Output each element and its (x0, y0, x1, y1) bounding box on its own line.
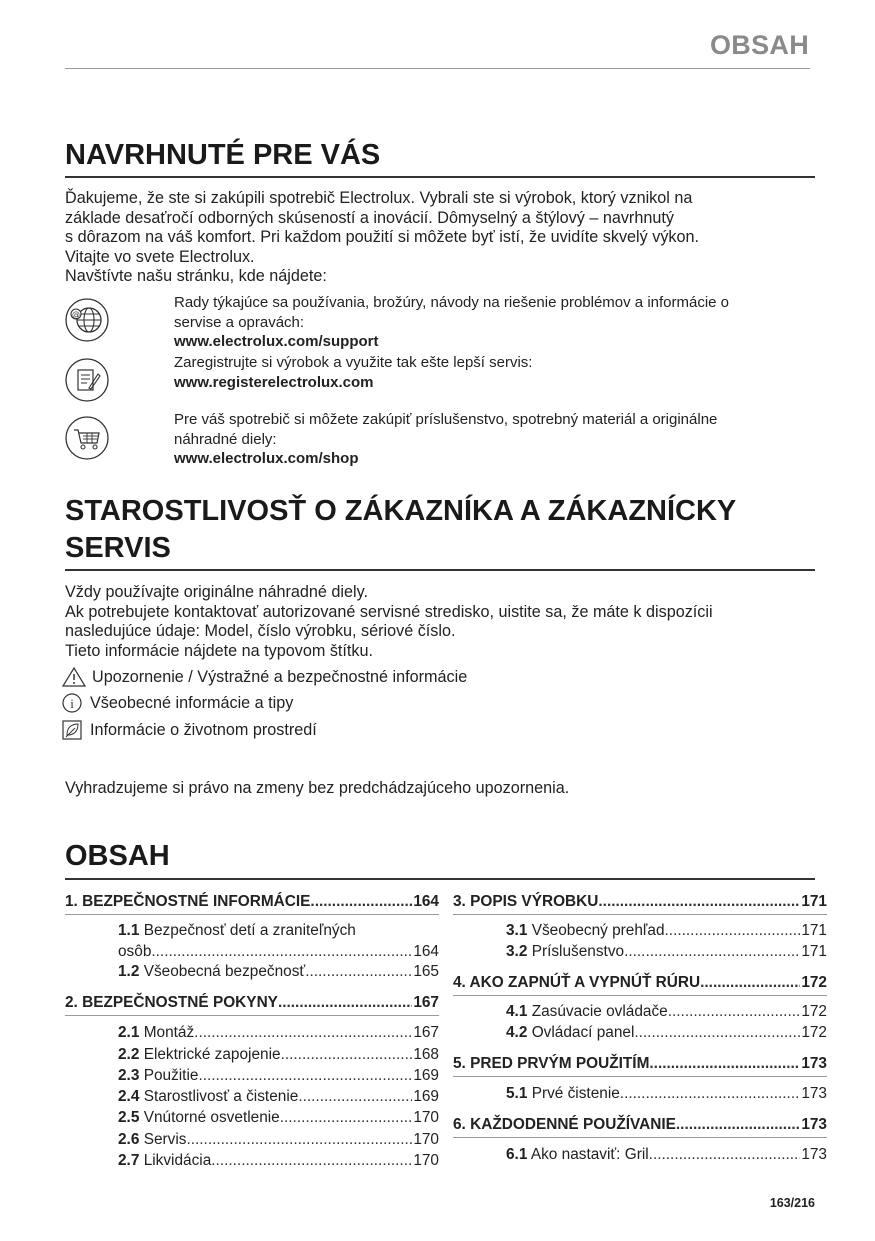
service-line: Rady týkajúce sa používania, brožúry, návody na riešenie problémov a informácie o (174, 294, 730, 311)
toc-chapter[interactable] (453, 974, 827, 992)
care-line: Vždy používajte originálne náhradné diely. (65, 583, 368, 601)
page-header-title: OBSAH (709, 30, 809, 60)
toc-rule (65, 1015, 439, 1016)
toc-item-number: 3.1 (506, 922, 528, 939)
toc-chapter-label: 1. BEZPEČNOSTNÉ INFORMÁCIE (65, 893, 311, 910)
shop-link[interactable]: www.electrolux.com/shop (174, 450, 359, 468)
toc-page: 173 (801, 1116, 827, 1133)
toc-leader (194, 1024, 412, 1042)
toc-item-number: 4.2 (506, 1024, 528, 1041)
toc-page: 171 (801, 922, 827, 939)
note-environment (62, 720, 317, 740)
warning-triangle-icon (62, 667, 86, 687)
toc-item-label: Všeobecný prehľad (531, 922, 665, 939)
toc-item[interactable] (118, 943, 439, 961)
toc-chapter[interactable] (453, 1116, 827, 1134)
toc-page: 170 (413, 1152, 439, 1169)
toc-leader (620, 1085, 801, 1103)
toc-leader (676, 1116, 800, 1134)
toc-item[interactable] (118, 1067, 439, 1085)
toc-page: 172 (801, 1024, 827, 1041)
register-notepad-icon (65, 358, 109, 402)
toc-page: 170 (413, 1131, 439, 1148)
toc-chapter[interactable] (65, 994, 439, 1012)
toc-rule (453, 1076, 827, 1077)
toc-chapter[interactable] (65, 893, 439, 911)
toc-item-number: 2.6 (118, 1131, 140, 1148)
section-title-customer-care (65, 493, 736, 567)
header-rule (65, 68, 810, 69)
page-number: 163/216 (769, 1196, 815, 1210)
toc-item-number: 1.1 (118, 922, 140, 939)
globe-at-icon (65, 298, 109, 342)
toc-item[interactable] (118, 1046, 439, 1064)
toc-item-number: 2.5 (118, 1109, 140, 1126)
environment-leaf-icon (62, 720, 84, 740)
title-line: STAROSTLIVOSŤ O ZÁKAZNÍKA A ZÁKAZNÍCKY (65, 495, 737, 527)
toc-leader (211, 1152, 412, 1170)
section-rule (65, 569, 815, 571)
toc-page: 165 (413, 963, 439, 980)
toc-item-label: Ako nastaviť: Gril (530, 1146, 649, 1163)
toc-item-label: osôb (118, 943, 152, 960)
section-title-contents: OBSAH (65, 840, 170, 872)
toc-chapter-label: 5. PRED PRVÝM POUŽITÍM (453, 1055, 650, 1072)
toc-leader (634, 1024, 800, 1042)
toc-leader (280, 1109, 413, 1127)
toc-chapter-label: 3. POPIS VÝROBKU (453, 893, 599, 910)
toc-rule (453, 914, 827, 915)
toc-item[interactable] (506, 1085, 827, 1103)
note-warning (62, 667, 467, 687)
toc-chapter[interactable] (453, 1055, 827, 1073)
intro-line: s dôrazom na váš komfort. Pri každom použití si môžete byť istí, že uvidíte skvelý výkon. (65, 228, 700, 247)
intro-line: Ďakujeme, že ste si zakúpili spotrebič Electrolux. Vybrali ste si výrobok, ktorý vznikol na (65, 189, 693, 207)
toc-page: 168 (413, 1046, 439, 1063)
toc-item-first-line (118, 922, 439, 940)
service-text (174, 353, 814, 392)
toc-leader (186, 1131, 412, 1149)
service-text (174, 293, 814, 352)
care-line: nasledujúce údaje: Model, číslo výrobku, sériové číslo. (65, 622, 456, 641)
toc-page: 167 (413, 1024, 439, 1041)
toc-item-number: 4.1 (506, 1003, 528, 1020)
toc-page: 167 (413, 994, 439, 1011)
intro-line: základe desaťročí odborných skúseností a inovácií. Dômyselný a štýlový – navrhnutý (65, 208, 674, 227)
toc-page: 172 (801, 974, 827, 991)
toc-item-number: 3.2 (506, 943, 528, 960)
note-text: Všeobecné informácie a tipy (90, 694, 294, 712)
intro-line: Navštívte našu stránku, kde nájdete: (65, 267, 327, 286)
toc-leader (305, 963, 412, 981)
toc-rule (453, 995, 827, 996)
toc-item-number: 2.3 (118, 1067, 140, 1084)
service-text (174, 410, 814, 469)
toc-item-label: Vnútorné osvetlenie (143, 1109, 280, 1126)
toc-item[interactable] (118, 1131, 439, 1149)
note-text: Informácie o životnom prostredí (90, 721, 317, 739)
toc-item[interactable] (118, 1109, 439, 1127)
toc-page: 164 (413, 893, 439, 910)
toc-leader (624, 943, 800, 961)
shopping-cart-icon (65, 416, 109, 460)
section-rule (65, 176, 815, 178)
toc-item-label: Všeobecná bezpečnosť (143, 963, 306, 980)
toc-chapter-label: 2. BEZPEČNOSTNÉ POKYNY (65, 994, 278, 1011)
service-line: náhradné diely: (174, 430, 277, 448)
toc-item[interactable] (506, 1146, 827, 1164)
toc-leader (151, 943, 412, 961)
care-line: Tieto informácie nájdete na typovom štítku. (65, 641, 374, 660)
toc-rule (453, 1137, 827, 1138)
toc-rule (65, 914, 439, 915)
toc-leader (649, 1146, 801, 1164)
toc-leader (298, 1088, 412, 1106)
toc-item[interactable] (506, 943, 827, 961)
customer-care-paragraph (65, 583, 825, 661)
toc-page: 169 (413, 1067, 439, 1084)
disclaimer: Vyhradzujeme si právo na zmeny bez predchádzajúceho upozornenia. (65, 779, 570, 797)
toc-item-number: 2.4 (118, 1088, 140, 1105)
toc-item-label: Použitie (143, 1067, 199, 1084)
toc-item-label: Starostlivosť a čistenie (143, 1088, 299, 1105)
toc-item-number: 1.2 (118, 963, 140, 980)
toc-item[interactable] (506, 1003, 827, 1021)
toc-leader (598, 893, 800, 911)
intro-paragraph (65, 189, 825, 287)
toc-chapter-label: 6. KAŽDODENNÉ POUŽÍVANIE (453, 1116, 676, 1133)
info-circle-icon (62, 693, 84, 713)
service-line: Zaregistrujte si výrobok a využite tak ešte lepší servis: (174, 354, 533, 371)
register-link[interactable]: www.registerelectrolux.com (174, 373, 374, 391)
toc-page: 171 (801, 943, 827, 960)
toc-item-label: Montáž (143, 1024, 195, 1041)
toc-leader (278, 994, 412, 1012)
toc-item-number: 2.1 (118, 1024, 140, 1041)
toc-page: 170 (413, 1109, 439, 1126)
toc-leader (198, 1067, 412, 1085)
toc-item-number: 6.1 (506, 1146, 528, 1163)
toc-item-label: Bezpečnosť detí a zraniteľných (143, 922, 356, 939)
toc-item[interactable] (118, 963, 439, 981)
toc-leader (665, 922, 801, 940)
toc-item-label: Ovládací panel (531, 1024, 635, 1041)
toc-page: 164 (413, 943, 439, 960)
toc-page: 169 (413, 1088, 439, 1105)
toc-chapter[interactable] (453, 893, 827, 911)
toc-page: 173 (801, 1146, 827, 1163)
toc-item-label: Likvidácia (143, 1152, 212, 1169)
intro-line: Vitajte vo svete Electrolux. (65, 247, 255, 266)
toc-page: 171 (801, 893, 827, 910)
toc-item[interactable] (506, 922, 827, 940)
toc-page: 173 (801, 1055, 827, 1072)
toc-item[interactable] (118, 1024, 439, 1042)
toc-item[interactable] (118, 1152, 439, 1170)
support-link[interactable]: www.electrolux.com/support (174, 333, 379, 351)
note-info (62, 693, 293, 713)
note-text: Upozornenie / Výstražné a bezpečnostné informácie (92, 668, 468, 686)
toc-leader (668, 1003, 801, 1021)
service-line: servise a opravách: (174, 313, 305, 331)
toc-leader (649, 1055, 800, 1073)
care-line: Ak potrebujete kontaktovať autorizované servisné stredisko, uistite sa, že máte k dispozícii (65, 602, 713, 621)
toc-item-number: 5.1 (506, 1085, 528, 1102)
toc-item-label: Zasúvacie ovládače (531, 1003, 668, 1020)
toc-item-number: 2.2 (118, 1046, 140, 1063)
service-line: Pre váš spotrebič si môžete zakúpiť príslušenstvo, spotrebný materiál a originálne (174, 411, 718, 428)
section-rule (65, 878, 815, 880)
toc-item-number: 2.7 (118, 1152, 140, 1169)
toc-leader (281, 1046, 413, 1064)
toc-chapter-label: 4. AKO ZAPNÚŤ A VYPNÚŤ RÚRU (453, 974, 701, 991)
svg-text:@: @ (72, 310, 80, 319)
toc-item-label: Elektrické zapojenie (143, 1046, 281, 1063)
toc-leader (700, 974, 800, 992)
toc-leader (310, 893, 412, 911)
toc-item-label: Príslušenstvo (531, 943, 625, 960)
title-line: SERVIS (65, 532, 171, 564)
toc-item[interactable] (506, 1024, 827, 1042)
toc-page: 173 (801, 1085, 827, 1102)
section-title-designed-for-you: NAVRHNUTÉ PRE VÁS (65, 139, 381, 171)
toc-item[interactable] (118, 1088, 439, 1106)
svg-text:i: i (70, 696, 74, 711)
toc-item-label: Prvé čistenie (531, 1085, 620, 1102)
toc-page: 172 (801, 1003, 827, 1020)
toc-item-label: Servis (143, 1131, 187, 1148)
